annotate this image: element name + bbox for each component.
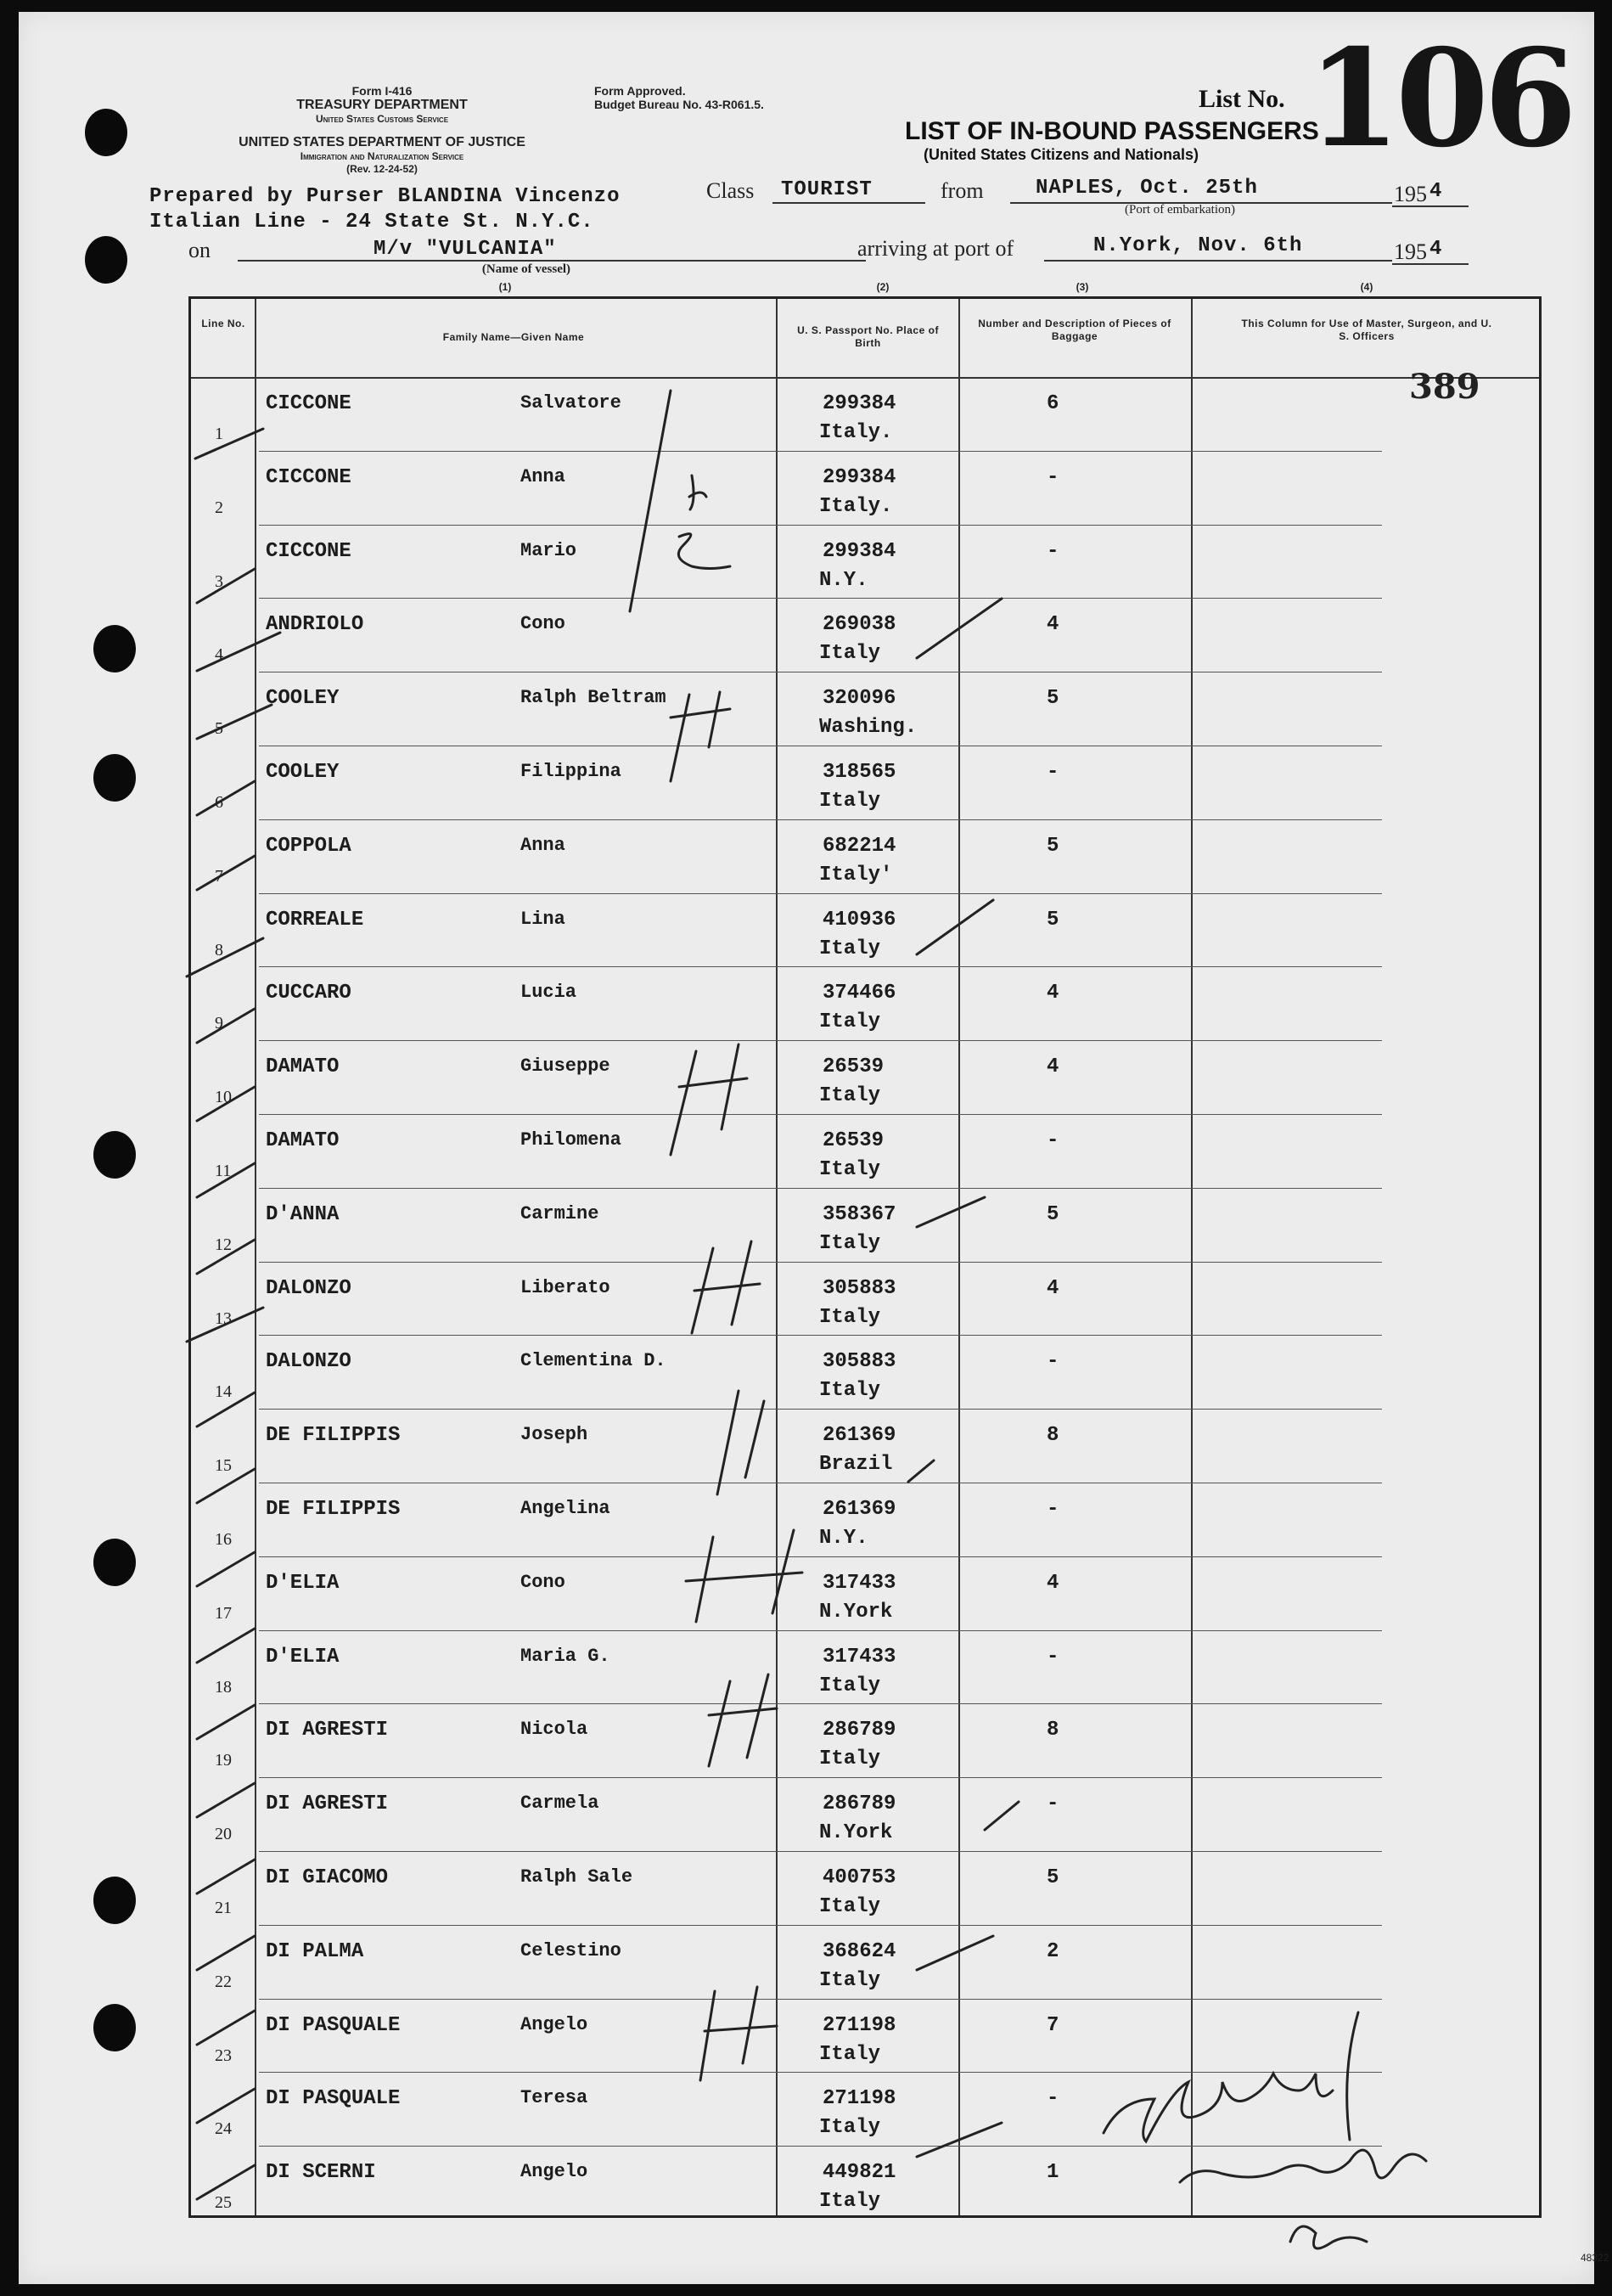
year-prefix-2: 195 bbox=[1394, 239, 1427, 264]
class-label: Class bbox=[706, 178, 755, 203]
row-baggage-count: 5 bbox=[1047, 908, 1059, 931]
list-no-label: List No. bbox=[1199, 85, 1285, 113]
row-passport-number: 261369 bbox=[823, 1498, 896, 1521]
row-family-name: CICCONE bbox=[266, 539, 351, 563]
row-line-number: 18 bbox=[215, 1677, 232, 1697]
year-suffix-2: 4 bbox=[1429, 238, 1443, 261]
officer-signature bbox=[1104, 2012, 1358, 2141]
row-given-name: Joseph bbox=[520, 1424, 588, 1446]
row-given-name: Cono bbox=[520, 613, 565, 635]
officer-signature bbox=[1180, 2150, 1426, 2248]
col-num-4: (4) bbox=[1360, 281, 1373, 293]
row-given-name: Ralph Beltram bbox=[520, 687, 666, 709]
row-family-name: DI PALMA bbox=[266, 1939, 364, 1963]
row-passport-number: 320096 bbox=[823, 687, 896, 711]
row-place-of-birth: Italy. bbox=[819, 421, 893, 444]
vessel-caption: (Name of vessel) bbox=[481, 262, 571, 276]
row-place-of-birth: Italy bbox=[819, 937, 881, 960]
officer-annotation: 389 bbox=[1409, 367, 1480, 407]
row-baggage-count: 4 bbox=[1047, 1571, 1059, 1595]
row-baggage-count: 6 bbox=[1047, 392, 1059, 415]
row-line-number: 2 bbox=[215, 498, 223, 517]
row-place-of-birth: Brazil bbox=[819, 1453, 893, 1477]
row-passport-number: 271198 bbox=[823, 2087, 896, 2111]
row-baggage-count: 8 bbox=[1047, 1719, 1059, 1742]
header-name: Family Name—Given Name bbox=[442, 331, 585, 343]
row-family-name: CICCONE bbox=[266, 465, 351, 489]
row-family-name: D'ANNA bbox=[266, 1202, 340, 1226]
row-given-name: Salvatore bbox=[520, 392, 621, 414]
port-embark-caption: (Port of embarkation) bbox=[1125, 203, 1235, 217]
row-passport-number: 26539 bbox=[823, 1129, 885, 1152]
row-passport-number: 410936 bbox=[823, 908, 896, 931]
row-baggage-count: - bbox=[1047, 1129, 1059, 1152]
vessel-name: M/v "VULCANIA" bbox=[374, 238, 557, 261]
row-given-name: Clementina D. bbox=[520, 1350, 666, 1372]
row-place-of-birth: N.York bbox=[819, 1600, 893, 1624]
row-baggage-count: 5 bbox=[1047, 1866, 1059, 1889]
row-place-of-birth: Italy bbox=[819, 1158, 881, 1181]
row-passport-number: 682214 bbox=[823, 834, 896, 858]
row-place-of-birth: Italy bbox=[819, 1379, 881, 1403]
handwritten-mark bbox=[692, 1241, 760, 1333]
row-passport-number: 305883 bbox=[823, 1350, 896, 1374]
form-number: Form I-416 bbox=[351, 84, 413, 98]
row-line-number: 25 bbox=[215, 2193, 232, 2213]
row-line-number: 3 bbox=[215, 571, 223, 591]
row-line-number: 24 bbox=[215, 2119, 232, 2139]
row-place-of-birth: Italy bbox=[819, 1084, 881, 1108]
row-place-of-birth: Italy bbox=[819, 790, 881, 813]
row-given-name: Lucia bbox=[520, 982, 577, 1004]
row-given-name: Nicola bbox=[520, 1719, 588, 1741]
row-family-name: CORREALE bbox=[266, 908, 364, 931]
row-given-name: Ralph Sale bbox=[520, 1866, 633, 1888]
row-place-of-birth: Italy bbox=[819, 1674, 881, 1697]
row-passport-number: 358367 bbox=[823, 1202, 896, 1226]
row-family-name: COOLEY bbox=[266, 761, 340, 784]
row-family-name: DI GIACOMO bbox=[266, 1866, 389, 1889]
row-passport-number: 271198 bbox=[823, 2013, 896, 2037]
row-place-of-birth: Italy bbox=[819, 1895, 881, 1918]
row-line-number: 17 bbox=[215, 1603, 232, 1623]
row-given-name: Carmela bbox=[520, 1792, 599, 1815]
row-family-name: CUCCARO bbox=[266, 982, 351, 1005]
row-place-of-birth: Italy bbox=[819, 2116, 881, 2140]
justice-dept: UNITED STATES DEPARTMENT OF JUSTICE bbox=[239, 135, 525, 149]
row-family-name: DAMATO bbox=[266, 1055, 340, 1079]
row-place-of-birth: Italy. bbox=[819, 494, 893, 518]
year-prefix-1: 195 bbox=[1394, 182, 1427, 206]
row-family-name: DI AGRESTI bbox=[266, 1719, 389, 1742]
row-family-name: CICCONE bbox=[266, 392, 351, 415]
row-baggage-count: - bbox=[1047, 1498, 1059, 1521]
rev-date: (Rev. 12-24-52) bbox=[346, 163, 418, 175]
tick-mark bbox=[630, 391, 671, 611]
row-line-number: 7 bbox=[215, 866, 223, 886]
row-passport-number: 286789 bbox=[823, 1792, 896, 1816]
row-passport-number: 269038 bbox=[823, 613, 896, 637]
form-serial: 48322 bbox=[1581, 2252, 1609, 2264]
row-given-name: Giuseppe bbox=[520, 1055, 610, 1078]
row-baggage-count: 4 bbox=[1047, 1055, 1059, 1079]
row-family-name: D'ELIA bbox=[266, 1571, 340, 1595]
customs-service: United States Customs Service bbox=[315, 113, 449, 125]
row-given-name: Angelo bbox=[520, 2013, 588, 2035]
col-num-2: (2) bbox=[876, 281, 890, 293]
treasury-dept: TREASURY DEPARTMENT bbox=[296, 98, 468, 112]
row-line-number: 15 bbox=[215, 1456, 232, 1476]
row-passport-number: 286789 bbox=[823, 1719, 896, 1742]
col-num-3: (3) bbox=[1076, 281, 1089, 293]
row-baggage-count: 4 bbox=[1047, 982, 1059, 1005]
row-place-of-birth: Italy bbox=[819, 1231, 881, 1255]
row-family-name: DALONZO bbox=[266, 1276, 351, 1300]
row-family-name: DI PASQUALE bbox=[266, 2013, 401, 2037]
handwritten-initial bbox=[689, 476, 706, 509]
row-baggage-count: 5 bbox=[1047, 687, 1059, 711]
row-family-name: DI AGRESTI bbox=[266, 1792, 389, 1816]
row-line-number: 14 bbox=[215, 1382, 232, 1402]
row-passport-number: 317433 bbox=[823, 1645, 896, 1669]
row-baggage-count: - bbox=[1047, 761, 1059, 784]
baggage-tick-marks bbox=[908, 599, 1019, 2157]
row-given-name: Anna bbox=[520, 465, 565, 487]
ins-service: Immigration and Naturalization Service bbox=[300, 150, 464, 162]
row-family-name: COPPOLA bbox=[266, 834, 351, 858]
row-baggage-count: 2 bbox=[1047, 1939, 1059, 1963]
prepared-by: Prepared by Purser BLANDINA Vincenzo bbox=[149, 185, 621, 208]
row-line-number: 22 bbox=[215, 1972, 232, 1991]
handwritten-mark bbox=[709, 1674, 777, 1766]
row-baggage-count: - bbox=[1047, 539, 1059, 563]
row-passport-number: 26539 bbox=[823, 1055, 885, 1079]
handwritten-initial bbox=[678, 534, 730, 569]
row-passport-number: 374466 bbox=[823, 982, 896, 1005]
form-approved: Form Approved. bbox=[594, 84, 686, 98]
row-passport-number: 368624 bbox=[823, 1939, 896, 1963]
row-baggage-count: - bbox=[1047, 1645, 1059, 1669]
row-place-of-birth: N.Y. bbox=[819, 1527, 868, 1550]
row-place-of-birth: Italy bbox=[819, 1305, 881, 1329]
year-suffix-1: 4 bbox=[1429, 180, 1443, 203]
line-address: Italian Line - 24 State St. N.Y.C. bbox=[149, 211, 594, 234]
handwritten-mark bbox=[671, 692, 730, 781]
handwritten-mark bbox=[686, 1530, 802, 1622]
row-given-name: Teresa bbox=[520, 2087, 588, 2109]
row-line-number: 20 bbox=[215, 1825, 232, 1844]
row-baggage-count: 5 bbox=[1047, 1202, 1059, 1226]
row-family-name: DI SCERNI bbox=[266, 2161, 376, 2185]
row-place-of-birth: N.York bbox=[819, 1821, 893, 1845]
row-baggage-count: - bbox=[1047, 1350, 1059, 1374]
arriving-label: arriving at port of bbox=[857, 236, 1014, 261]
row-place-of-birth: Italy bbox=[819, 642, 881, 666]
row-baggage-count: 4 bbox=[1047, 1276, 1059, 1300]
row-given-name: Liberato bbox=[520, 1276, 610, 1298]
row-passport-number: 299384 bbox=[823, 392, 896, 415]
list-number: 106 bbox=[1307, 20, 1572, 177]
row-baggage-count: - bbox=[1047, 465, 1059, 489]
row-passport-number: 305883 bbox=[823, 1276, 896, 1300]
handwritten-mark bbox=[717, 1391, 764, 1494]
from-label: from bbox=[941, 178, 984, 203]
row-given-name: Maria G. bbox=[520, 1645, 610, 1667]
row-given-name: Celestino bbox=[520, 1939, 621, 1961]
row-place-of-birth: Italy' bbox=[819, 863, 893, 886]
page-title: LIST OF IN-BOUND PASSENGERS bbox=[905, 117, 1319, 145]
budget-bureau: Budget Bureau No. 43-R061.5. bbox=[594, 98, 764, 111]
row-family-name: DE FILIPPIS bbox=[266, 1424, 401, 1448]
row-line-number: 5 bbox=[215, 719, 223, 739]
row-passport-number: 317433 bbox=[823, 1571, 896, 1595]
row-given-name: Carmine bbox=[520, 1202, 599, 1224]
header-officers: This Column for Use of Master, Surgeon, and U. S. Officers bbox=[1241, 318, 1492, 342]
row-family-name: ANDRIOLO bbox=[266, 613, 364, 637]
row-family-name: DI PASQUALE bbox=[266, 2087, 401, 2111]
row-line-number: 4 bbox=[215, 645, 223, 665]
row-baggage-count: 1 bbox=[1047, 2161, 1059, 2185]
row-family-name: DAMATO bbox=[266, 1129, 340, 1152]
handwritten-mark bbox=[700, 1987, 777, 2080]
row-place-of-birth: N.Y. bbox=[819, 568, 868, 592]
page-subtitle: (United States Citizens and Nationals) bbox=[924, 146, 1199, 163]
row-place-of-birth: Italy bbox=[819, 2042, 881, 2066]
row-baggage-count: 4 bbox=[1047, 613, 1059, 637]
header-line-no: Line No. bbox=[201, 318, 245, 329]
row-baggage-count: 7 bbox=[1047, 2013, 1059, 2037]
row-line-number: 13 bbox=[215, 1308, 232, 1328]
row-passport-number: 318565 bbox=[823, 761, 896, 784]
row-given-name: Mario bbox=[520, 539, 577, 561]
row-line-number: 11 bbox=[215, 1162, 232, 1180]
row-baggage-count: 5 bbox=[1047, 834, 1059, 858]
handwritten-mark bbox=[671, 1044, 747, 1155]
line-tick-marks bbox=[187, 429, 280, 2199]
on-label: on bbox=[188, 238, 211, 262]
row-line-number: 10 bbox=[215, 1088, 232, 1107]
from-value: NAPLES, Oct. 25th bbox=[1036, 177, 1258, 200]
row-line-number: 19 bbox=[215, 1751, 232, 1770]
row-line-number: 23 bbox=[215, 2046, 232, 2065]
header-baggage: Number and Description of Pieces of Baggage bbox=[978, 318, 1171, 342]
row-line-number: 21 bbox=[215, 1899, 232, 1917]
row-given-name: Anna bbox=[520, 834, 565, 856]
row-place-of-birth: Italy bbox=[819, 1747, 881, 1771]
row-place-of-birth: Italy bbox=[819, 1968, 881, 1992]
class-value: TOURIST bbox=[781, 178, 873, 201]
row-family-name: COOLEY bbox=[266, 687, 340, 711]
row-place-of-birth: Italy bbox=[819, 1010, 881, 1034]
row-passport-number: 449821 bbox=[823, 2161, 896, 2185]
row-given-name: Cono bbox=[520, 1571, 565, 1593]
row-given-name: Angelina bbox=[520, 1498, 610, 1519]
row-given-name: Lina bbox=[520, 908, 565, 930]
row-passport-number: 400753 bbox=[823, 1866, 896, 1889]
row-passport-number: 261369 bbox=[823, 1424, 896, 1448]
row-line-number: 16 bbox=[215, 1530, 232, 1549]
row-line-number: 9 bbox=[215, 1014, 223, 1033]
row-passport-number: 299384 bbox=[823, 539, 896, 563]
row-given-name: Angelo bbox=[520, 2161, 588, 2183]
col-num-1: (1) bbox=[498, 281, 512, 293]
row-place-of-birth: Washing. bbox=[819, 716, 918, 740]
row-given-name: Philomena bbox=[520, 1129, 621, 1151]
arriving-value: N.York, Nov. 6th bbox=[1093, 234, 1303, 257]
header-passport: U. S. Passport No. Place of Birth bbox=[797, 324, 939, 349]
row-family-name: D'ELIA bbox=[266, 1645, 340, 1669]
row-line-number: 8 bbox=[215, 940, 223, 959]
row-passport-number: 299384 bbox=[823, 465, 896, 489]
row-baggage-count: - bbox=[1047, 2087, 1059, 2111]
row-line-number: 6 bbox=[215, 793, 223, 812]
row-line-number: 12 bbox=[215, 1235, 232, 1254]
row-line-number: 1 bbox=[215, 425, 223, 443]
row-baggage-count: 8 bbox=[1047, 1424, 1059, 1448]
row-given-name: Filippina bbox=[520, 761, 621, 782]
row-family-name: DE FILIPPIS bbox=[266, 1498, 401, 1521]
row-baggage-count: - bbox=[1047, 1792, 1059, 1816]
row-family-name: DALONZO bbox=[266, 1350, 351, 1374]
row-place-of-birth: Italy bbox=[819, 2190, 881, 2214]
